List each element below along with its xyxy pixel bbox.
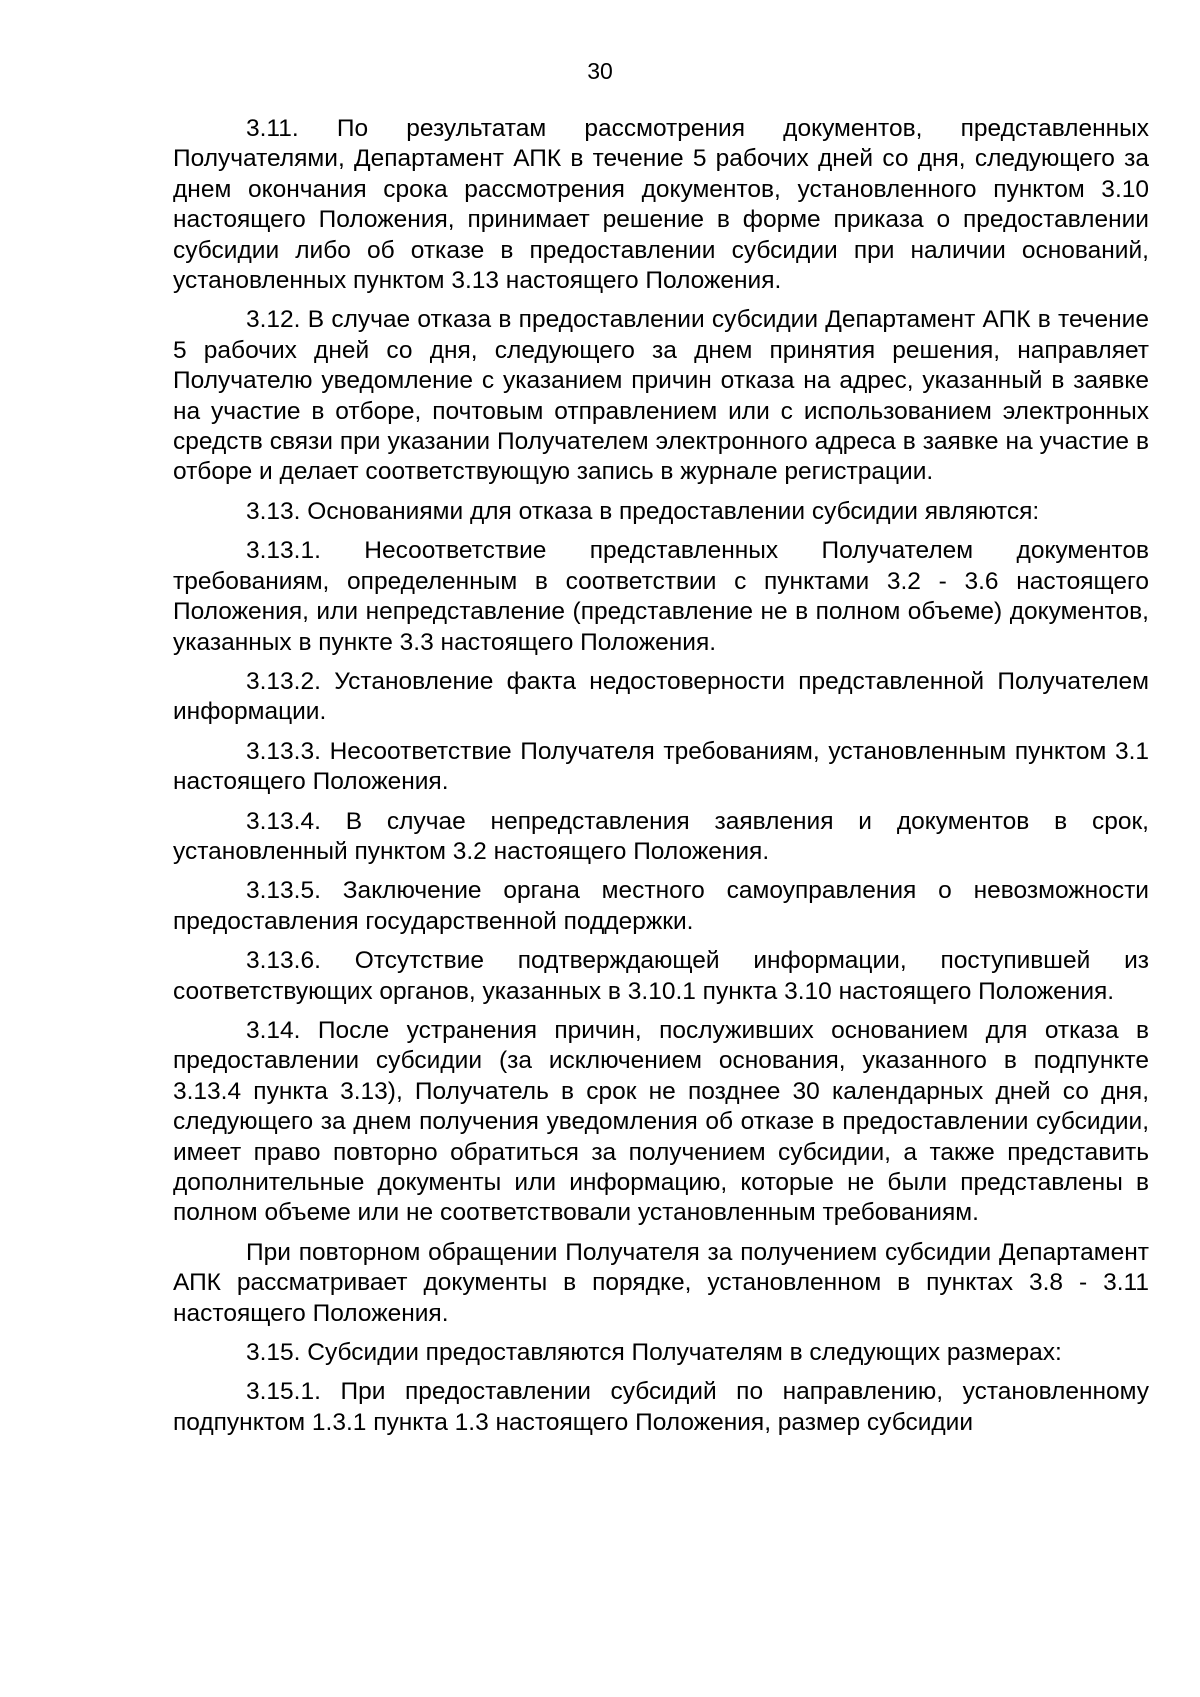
paragraph-3-13-1: 3.13.1. Несоответствие представленных Получателем документов требованиям, определенным в соответствии с пунктами 3.2 - 3.6 настоящего Положения, или непредставление (представление не в полном объеме) документов, указанных в пункте 3.3 настоящего Положения. <box>173 537 1149 656</box>
document-body <box>173 114 1149 1447</box>
paragraph-3-13-4: 3.13.4. В случае непредставления заявления и документов в срок, установленный пунктом 3.2 настоящего Положения. <box>173 807 1149 865</box>
paragraph-3-12: 3.12. В случае отказа в предоставлении субсидии Департамент АПК в течение 5 рабочих дней со дня, следующего за днем принятия решения, направляет Получателю уведомление с указанием причин отказа на адрес, указанный в заявке на участие в отборе, почтовым отправлением или с использованием электронных средств связи при указании Получателем электронного адреса в заявке на участие в отборе и делает соответствующую запись в журнале регистрации. <box>173 306 1149 486</box>
paragraph-3-14: 3.14. После устранения причин, послуживших основанием для отказа в предоставлении субсидии (за исключением основания, указанного в подпункте 3.13.4 пункта 3.13), Получатель в срок не позднее 30 календарных дней со дня, следующего за днем получения уведомления об отказе в предоставлении субсидии, имеет право повторно обратиться за получением субсидии, а также представить дополнительные документы или информацию, которые не были представлены в полном объеме или не соответствовали установленным требованиям. <box>173 1016 1149 1227</box>
paragraph-repeat-application: При повторном обращении Получателя за получением субсидии Департамент АПК рассматривает документы в порядке, установленном в пунктах 3.8 - 3.11 настоящего Положения. <box>173 1238 1149 1327</box>
paragraph-3-13-6: 3.13.6. Отсутствие подтверждающей информации, поступившей из соответствующих органов, указанных в 3.10.1 пункта 3.10 настоящего Положения. <box>173 947 1149 1005</box>
paragraph-3-15-1: 3.15.1. При предоставлении субсидий по направлению, установленному подпунктом 1.3.1 пункта 1.3 настоящего Положения, размер субсидии <box>173 1378 1149 1436</box>
paragraph-3-13: 3.13. Основаниями для отказа в предоставлении субсидии являются: <box>246 497 1040 525</box>
page-number: 30 <box>587 58 613 84</box>
paragraph-3-13-3: 3.13.3. Несоответствие Получателя требованиям, установленным пунктом 3.1 настоящего Положения. <box>173 737 1149 796</box>
paragraph-3-11: 3.11. По результатам рассмотрения документов, представленных Получателями, Департамент АПК в течение 5 рабочих дней со дня, следующего за днем окончания срока рассмотрения документов, установленного пунктом 3.10 настоящего Положения, принимает решение в форме приказа о предоставлении субсидии либо об отказе в предоставлении субсидии при наличии оснований, установленных пунктом 3.13 настоящего Положения. <box>173 115 1149 295</box>
paragraph-3-13-2: 3.13.2. Установление факта недостоверности представленной Получателем информации. <box>173 667 1149 726</box>
paragraph-3-15: 3.15. Субсидии предоставляются Получателям в следующих размерах: <box>246 1339 1062 1367</box>
paragraph-3-13-5: 3.13.5. Заключение органа местного самоуправления о невозможности предоставления государственной поддержки. <box>173 877 1149 935</box>
